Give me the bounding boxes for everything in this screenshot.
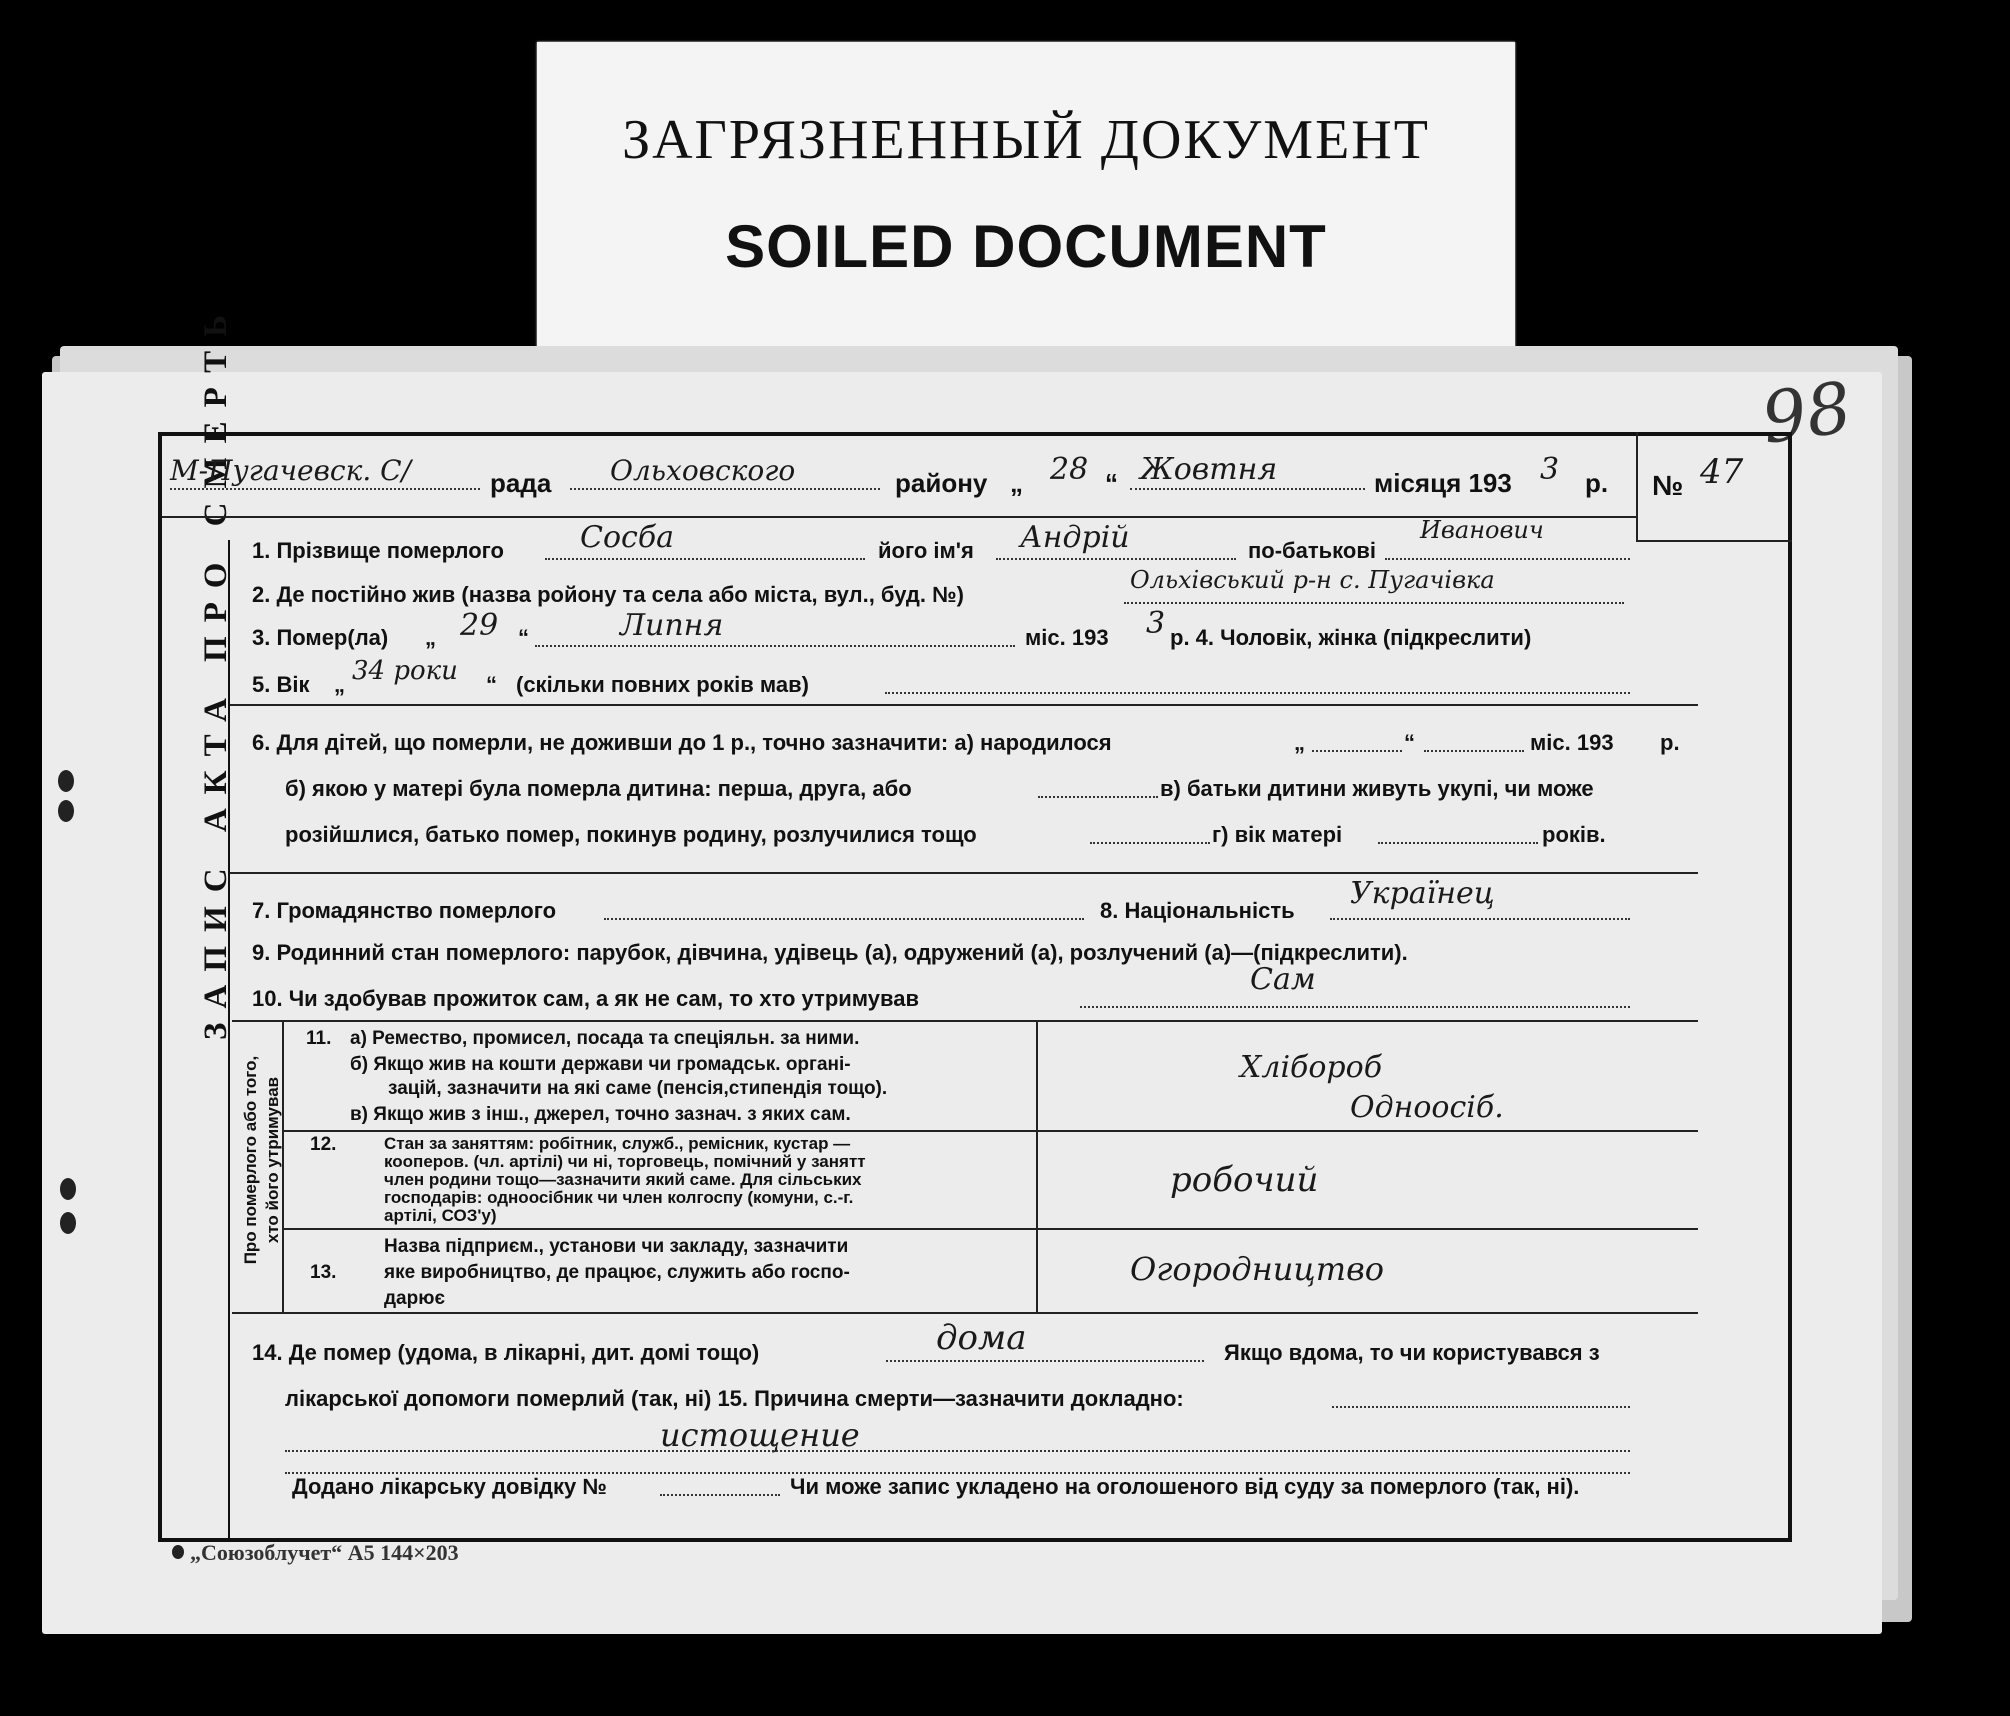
row6-line1: 6. Для дітей, що померли, не доживши до 1 р., точно зазначити: а) народилося <box>252 730 1112 755</box>
row3-quote-close: “ <box>518 625 529 650</box>
side-note-line1: Про померлого або того, <box>241 1055 260 1265</box>
row3-label: 3. Помер(ла) <box>252 625 389 650</box>
binder-hole <box>172 1545 184 1559</box>
row12-num: 12. <box>310 1134 337 1155</box>
row13-line1: Назва підприєм., установи чи закладу, зазначити <box>384 1236 849 1257</box>
row3-month-label: міс. 193 <box>1025 625 1109 650</box>
name-handwritten: Андрій <box>1020 520 1130 555</box>
label-english: SOILED DOCUMENT <box>725 213 1327 280</box>
row6-line1-end: р. <box>1660 730 1680 755</box>
row10-dots <box>1080 1006 1630 1008</box>
number-handwritten: 47 <box>1700 452 1744 492</box>
row7-dots <box>604 918 1084 920</box>
number-box-bottom <box>1636 540 1792 542</box>
year-suffix: р. <box>1585 468 1609 498</box>
row6-line3b: г) вік матері <box>1212 822 1343 847</box>
year-digit-handwritten: 3 <box>1540 452 1560 487</box>
number-box-left <box>1636 432 1638 542</box>
row8-label: 8. Національність <box>1100 898 1295 923</box>
death-year-digit: 3 <box>1146 606 1166 641</box>
row6-q2: “ <box>1404 730 1415 755</box>
row15-line: лікарської допомоги померлий (так, ні) 15. Причина смерти—зазначити докладно: <box>285 1386 1184 1411</box>
row12-line5: артілі, СОЗ'у) <box>384 1206 497 1225</box>
row6-line3c: років. <box>1542 822 1606 847</box>
row6-line3a: розійшлися, батько помер, покинув родину, розлучилися тощо <box>285 822 977 847</box>
district-dots <box>570 488 880 490</box>
binder-hole <box>58 770 74 792</box>
printer-footer: „Союзоблучет“ А5 144×203 <box>190 1540 459 1565</box>
row11-b1: б) Якщо жив на кошти держави чи громадськ. органі- <box>350 1054 851 1075</box>
row6-line2a: б) якою у матері була померла дитина: перша, друга, або <box>285 776 912 801</box>
row3-tail: р. 4. Чоловік, жінка (підкреслити) <box>1170 625 1532 650</box>
row10-label: 10. Чи здобував прожиток сам, а як не сам, то хто утримував <box>252 986 919 1011</box>
cause-handwritten: истощение <box>660 1416 860 1454</box>
row1-dots-name <box>996 558 1236 560</box>
row6-q1: „ <box>1294 730 1305 755</box>
row15-dots-2 <box>285 1450 1630 1452</box>
corner-mark: 98 <box>1756 366 1857 460</box>
last-row-a: Додано лікарську довідку № <box>292 1474 607 1499</box>
row2-label: 2. Де постійно жив (назва ройону та села або міста, вул., буд. №) <box>252 582 964 607</box>
row12-line3: член родини тощо—зазначити який саме. Для сільських <box>384 1170 862 1189</box>
row5-quote-open: „ <box>334 672 345 697</box>
row1-name-label: його ім'я <box>878 538 974 563</box>
row6-line1-tail: міс. 193 <box>1530 730 1614 755</box>
death-place-handwritten: дома <box>936 1318 1027 1358</box>
row1-dots-patr <box>1385 558 1630 560</box>
row9-label: 9. Родинний стан померлого: парубок, дівчина, удівець (а), одружений (а), розлучений (а)—(підкреслити). <box>252 940 1408 965</box>
header-divider <box>162 516 1636 518</box>
row14-dots <box>886 1360 1204 1362</box>
rada-label: рада <box>490 468 552 498</box>
row14-tail: Якщо вдома, то чи користувався з <box>1224 1340 1600 1365</box>
row2-dots <box>1124 602 1624 604</box>
row12-line4: господарів: одноосібник чи член колгоспу (комуни, с.-г. <box>384 1188 854 1207</box>
patronymic-handwritten: Иванович <box>1420 516 1544 544</box>
row3-quote-open: „ <box>425 625 436 650</box>
row14-label: 14. Де помер (удома, в лікарні, дит. домі тощо) <box>252 1340 760 1365</box>
row8-dots <box>1330 918 1630 920</box>
binder-hole <box>60 1212 76 1234</box>
workplace-handwritten: Огородництво <box>1130 1250 1384 1288</box>
quote-close: “ <box>1105 468 1118 498</box>
row6-line2b: в) батьки дитини живуть укупі, чи може <box>1160 776 1594 801</box>
row13-line2: яке виробництво, де працює, служить або госпо- <box>384 1262 850 1283</box>
month-handwritten: Жовтня <box>1140 452 1278 487</box>
row13-num: 13. <box>310 1262 337 1283</box>
support-handwritten: Сам <box>1250 962 1316 997</box>
table-col-answer <box>1036 1020 1038 1312</box>
row5-dots <box>885 692 1630 694</box>
nationality-handwritten: Українец <box>1350 876 1495 911</box>
district-label: району <box>895 468 988 498</box>
row12-line2: кооперов. (чл. артілі) чи ні, торговець, помічний у занятт <box>384 1152 866 1171</box>
age-handwritten: 34 роки <box>352 656 458 686</box>
row11-c: в) Якщо жив з інш., джерел, точно зазнач. з яких сам. <box>350 1104 851 1125</box>
day-handwritten: 28 <box>1050 452 1089 487</box>
soiled-document-label <box>537 42 1515 372</box>
row6-dots-status <box>1090 842 1210 844</box>
death-month-handwritten: Липня <box>620 608 724 643</box>
row6-dots-mother-age <box>1378 842 1538 844</box>
table-row-11-12 <box>282 1130 1698 1132</box>
row6-dots-day <box>1312 750 1402 752</box>
row1-label: 1. Прізвище померлого <box>252 538 504 563</box>
row6-dots-order <box>1038 796 1158 798</box>
table-row-12-13 <box>282 1228 1698 1230</box>
death-day-handwritten: 29 <box>460 608 499 643</box>
last-row-dots <box>660 1494 780 1496</box>
month-label: місяця 193 <box>1374 468 1512 498</box>
quote-open: „ <box>1010 468 1023 498</box>
table-bottom <box>232 1312 1698 1314</box>
row15-dots <box>1332 1406 1630 1408</box>
last-row-b: Чи може запис укладено на оголошеного від суду за померлого (так, ні). <box>790 1474 1580 1499</box>
row5-quote-close: “ <box>486 672 497 697</box>
row3-dots <box>535 645 1015 647</box>
rada-dots <box>170 488 480 490</box>
surname-handwritten: Сосба <box>580 520 675 555</box>
table-top <box>232 1020 1698 1022</box>
row5-label: 5. Вік <box>252 672 310 697</box>
divider-after-row5 <box>230 704 1698 706</box>
side-note-line2: хто його утримував <box>263 1076 282 1244</box>
divider-after-row6 <box>230 872 1698 874</box>
binder-hole <box>60 1178 76 1200</box>
rada-handwritten: М-Пугачевск. С/ <box>170 454 411 487</box>
row1-dots-surname <box>545 558 865 560</box>
number-label: № <box>1652 470 1684 501</box>
side-note <box>240 1030 284 1290</box>
binder-hole <box>58 800 74 822</box>
row7-label: 7. Громадянство померлого <box>252 898 557 923</box>
row1-patr-label: по-батькові <box>1248 538 1376 563</box>
row5-tail: (скільки повних років мав) <box>516 672 809 697</box>
label-russian: ЗАГРЯЗНЕННЫЙ ДОКУМЕНТ <box>622 109 1430 171</box>
status-handwritten: робочий <box>1170 1160 1319 1200</box>
row11-a: а) Ремество, промисел, посада та спеціяльн. за ними. <box>350 1028 860 1049</box>
row11-b2: зацій, зазначити на які саме (пенсія,стипендія тощо). <box>388 1078 888 1099</box>
district-handwritten: Ольховского <box>610 454 796 487</box>
residence-handwritten: Ольхівський р-н с. Пугачівка <box>1130 566 1495 594</box>
row12-line1: Стан за заняттям: робітник, служб., ремісник, кустар — <box>384 1134 851 1153</box>
month-dots <box>1130 488 1365 490</box>
row6-dots-month <box>1424 750 1524 752</box>
row11-num: 11. <box>306 1028 332 1049</box>
side-title: ЗАПИС АКТА ПРО СМЕРТЬ <box>198 301 234 1040</box>
occupation-handwritten-2: Одноосіб. <box>1350 1090 1504 1125</box>
row13-line3: дарює <box>384 1288 445 1309</box>
occupation-handwritten-1: Хлібороб <box>1240 1050 1383 1085</box>
